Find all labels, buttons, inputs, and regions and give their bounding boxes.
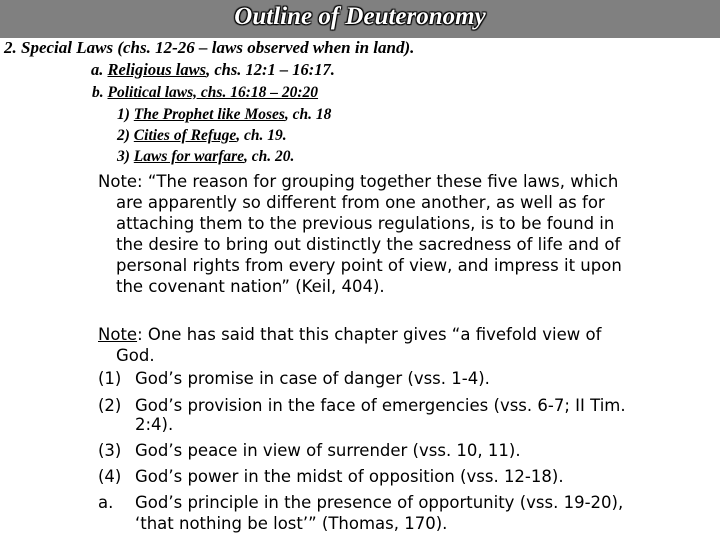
note1-line-3: attaching them to the previous regulations, is to be found in — [116, 214, 615, 233]
note1-line-6: the covenant nation” (Keil, 404). — [116, 277, 385, 296]
sub2-rest: , ch. 19. — [236, 127, 287, 144]
item-a-label: a. — [91, 60, 104, 79]
note2-item-3-marker: (3) — [98, 441, 122, 460]
note2-intro — [98, 324, 601, 345]
item-a-link: Religious laws — [107, 60, 207, 79]
sub2-link: Cities of Refuge — [133, 127, 237, 144]
item-b-label: b. — [92, 84, 104, 101]
item-a-rest: , chs. 12:1 – 16:17. — [206, 60, 335, 79]
outline-sub-3 — [117, 148, 294, 166]
sub3-label: 3) — [117, 148, 130, 165]
item-b-link: Political laws, chs. 16:18 – 20:20 — [107, 84, 319, 101]
note2-item-2: God’s provision in the face of emergencies (vss. 6-7; II Tim. — [135, 396, 626, 415]
note1-line-1: Note: “The reason for grouping together these five laws, which — [98, 172, 619, 191]
note2-item-5-marker: a. — [98, 493, 114, 512]
sub3-rest: , ch. 20. — [244, 148, 295, 165]
slide-title: Outline of Deuteronomy — [234, 3, 486, 30]
note2-item-2-marker: (2) — [98, 396, 122, 415]
outline-item-b — [92, 84, 318, 102]
sub1-label: 1) — [117, 106, 130, 123]
note2-item-5: God’s principle in the presence of opportunity (vss. 19-20), — [135, 493, 624, 512]
note2-item-2-cont: 2:4). — [135, 415, 174, 434]
note2-intro-cont: God. — [116, 346, 155, 365]
sub1-rest: , ch. 18 — [284, 106, 332, 123]
note2-item-1-marker: (1) — [98, 369, 122, 388]
note1-line-4: the desire to bring out distinctly the sacredness of life and of — [116, 235, 621, 254]
sub3-link: Laws for warfare — [133, 148, 245, 165]
note2-item-4: God’s power in the midst of opposition (vss. 12-18). — [135, 467, 564, 486]
note2-intro-text: : One has said that this chapter gives “a fivefold view of — [137, 325, 602, 344]
note1-line-5: personal rights from every point of view, and impress it upon — [116, 256, 622, 275]
note2-label: Note — [98, 325, 138, 344]
note2-item-5-cont: ‘that nothing be lost’” (Thomas, 170). — [135, 514, 448, 533]
sub1-link: The Prophet like Moses — [133, 106, 285, 123]
note2-item-4-marker: (4) — [98, 467, 122, 486]
note2-item-1: God’s promise in case of danger (vss. 1-4). — [135, 369, 490, 388]
outline-sub-2 — [117, 127, 287, 145]
outline-heading: 2. Special Laws (chs. 12-26 – laws observed when in land). — [4, 38, 415, 57]
sub2-label: 2) — [117, 127, 130, 144]
note1-line-2: are apparently so different from one another, as well as for — [116, 193, 605, 212]
outline-item-a — [91, 60, 335, 80]
outline-sub-1 — [117, 106, 331, 124]
note2-item-3: God’s peace in view of surrender (vss. 10, 11). — [135, 441, 521, 460]
